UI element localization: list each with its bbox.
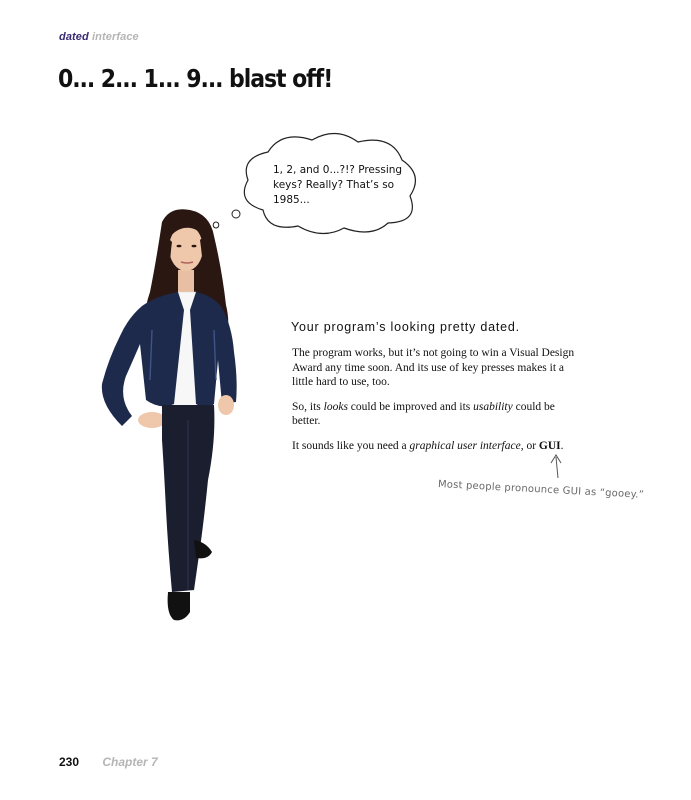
p3-gui: GUI <box>538 439 561 452</box>
p3-text-c: . <box>560 439 564 452</box>
p3-text-a: It sounds like you need a <box>292 439 410 452</box>
gui-pronunciation-note: Most people pronounce GUI as “gooey.” <box>437 479 645 501</box>
p2-looks: looks <box>323 400 348 413</box>
section-subhead: Your program’s looking pretty dated. <box>291 320 520 334</box>
chapter-label: Chapter 7 <box>102 755 158 769</box>
page-number: 230 <box>59 755 80 769</box>
thought-bubble-text: 1, 2, and 0...?!? Pressing keys? Really? That’s so 1985... <box>273 164 403 206</box>
page-title: 0... 2... 1... 9... blast off! <box>58 64 333 93</box>
woman-figure <box>102 209 237 620</box>
p2-text-c: could be better. <box>292 400 555 428</box>
header-section-light: interface <box>92 31 139 43</box>
p3-gui-expanded: graphical user interface <box>409 439 521 452</box>
p2-usability: usability <box>473 400 513 413</box>
paragraph-3 <box>292 439 577 454</box>
p2-text-a: So, its <box>292 400 324 413</box>
paragraph-1: The program works, but it’s not going to win a Visual Design Award any time soon. And its use of key presses makes it a little hard to use, too. <box>292 347 575 389</box>
p2-text-b: could be improved and its <box>347 400 474 413</box>
body-text <box>292 346 577 464</box>
paragraph-2 <box>292 400 577 429</box>
page-footer <box>59 755 158 769</box>
header-section-strong: dated <box>59 31 89 43</box>
p3-text-b: , or <box>520 439 539 452</box>
